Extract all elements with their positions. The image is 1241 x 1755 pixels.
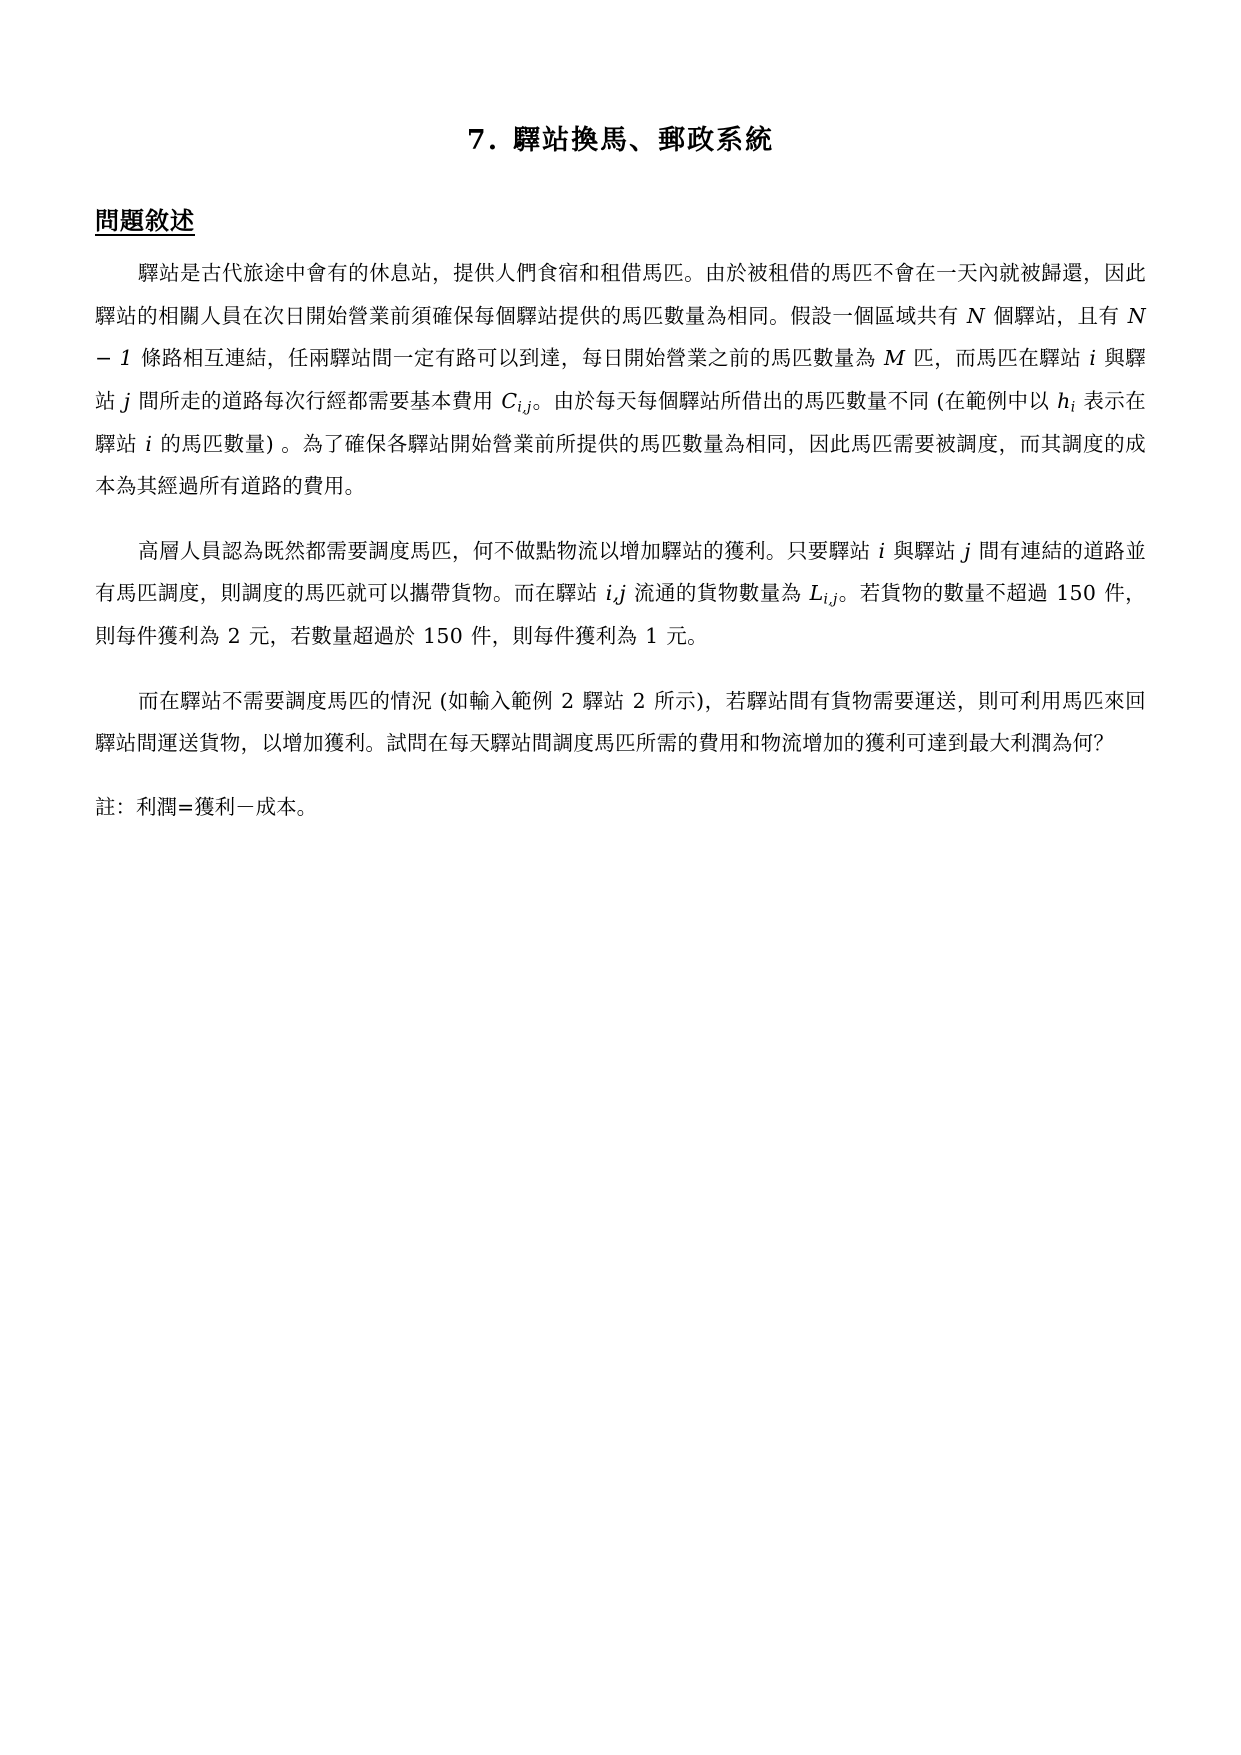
p1-text-d: 匹，而馬匹在驛站 bbox=[913, 346, 1082, 371]
profit-definition-note: 註：利潤=獲利－成本。 bbox=[95, 794, 318, 819]
p3-text-c: 所示)，若驛站間有貨物需要運送，則可利用馬匹來回驛站間運送貨物，以增加獲利。試問在每天驛站間調度馬匹所需的費用和物流增加的獲利可達到最大利潤為何？ bbox=[95, 688, 1146, 756]
section-heading-problem-description: 問題敘述 bbox=[95, 206, 195, 235]
p2-text-a: 高層人員認為既然都需要調度馬匹，何不做點物流以增加驛站的獲利。只要驛站 bbox=[138, 538, 871, 563]
p1-var-c-subscript: i,j bbox=[517, 399, 532, 416]
page-title bbox=[95, 118, 1146, 157]
p2-text-h: 件，則每件獲利為 bbox=[470, 624, 638, 648]
p1-var-j-1: j bbox=[123, 388, 131, 413]
p1-text-h: 表示在驛站 bbox=[95, 388, 1146, 456]
p1-text-a: 驛站是古代旅途中會有的休息站，提供人們食宿和租借馬匹。由於被租借的馬匹不會在一天內就被歸還，因此驛站的相關人員在次日開始營業前須確保每個驛站提供的馬匹數量為相同。假設一個區域共有 bbox=[95, 261, 1146, 328]
p2-text-b: 與驛站 bbox=[893, 538, 957, 563]
p2-text-d: 流通的貨物數量為 bbox=[634, 581, 802, 606]
p2-text-f: 件，則每件獲利為 bbox=[95, 581, 1146, 648]
p2-num-150-b: 150 bbox=[423, 624, 464, 648]
p2-var-l bbox=[809, 581, 839, 608]
p1-text-f: 間所走的道路每次行經都需要基本費用 bbox=[138, 388, 494, 413]
p2-text-i: 元。 bbox=[666, 624, 708, 648]
page-title-number: 7. bbox=[466, 125, 500, 156]
paragraph-1 bbox=[95, 252, 1146, 508]
p1-var-i-2: i bbox=[145, 431, 153, 456]
p1-text-e: 與驛站 bbox=[95, 346, 1147, 413]
p1-var-c-base: C bbox=[501, 388, 518, 413]
p1-var-i-1: i bbox=[1089, 346, 1097, 371]
p1-text-i: 的馬匹數量) 。為了確保各驛站開始營業前所提供的馬匹數量為相同，因此馬匹需要被調度，而其調度的成本為其經過所有道路的費用。 bbox=[95, 431, 1146, 499]
p2-text-c: 間有連結的道路並有馬匹調度，則調度的馬匹就可以攜帶貨物。而在驛站 bbox=[95, 538, 1146, 606]
p2-var-ij: i,j bbox=[605, 581, 627, 606]
paragraph-2 bbox=[95, 530, 1146, 658]
page-title-text: 驛站換馬、郵政系統 bbox=[513, 125, 775, 156]
p2-num-1: 1 bbox=[645, 624, 659, 648]
p1-var-c bbox=[500, 388, 532, 416]
p2-text-e: 。若貨物的數量不超過 bbox=[838, 581, 1049, 606]
p3-text-a: 而在驛站不需要調度馬匹的情況 (如輸入範例 bbox=[138, 688, 554, 713]
p1-var-n: N bbox=[966, 303, 986, 328]
p3-text-b: 驛站 bbox=[582, 688, 625, 713]
p2-num-2: 2 bbox=[227, 624, 241, 648]
p1-var-m: M bbox=[883, 346, 906, 371]
p2-num-150-a: 150 bbox=[1056, 581, 1097, 606]
p3-num-2-a: 2 bbox=[561, 688, 575, 713]
p1-text-c: 條路相互連結，任兩驛站間一定有路可以到達，每日開始營業之前的馬匹數量為 bbox=[140, 346, 876, 371]
p2-var-l-subscript: i,j bbox=[823, 591, 838, 608]
p1-expr-n-minus-1: N − 1 bbox=[95, 303, 1146, 371]
p1-text-b: 個驛站，且有 bbox=[993, 303, 1120, 328]
p1-var-h-subscript: i bbox=[1070, 399, 1076, 416]
p2-text-g: 元，若數量超過於 bbox=[248, 624, 416, 648]
p2-var-j: j bbox=[964, 538, 971, 563]
p3-num-2-b: 2 bbox=[632, 688, 647, 713]
p1-text-g: 。由於每天每個驛站所借出的馬匹數量不同 (在範例中以 bbox=[532, 388, 1050, 413]
p2-var-l-base: L bbox=[809, 581, 824, 606]
p1-var-h bbox=[1056, 388, 1076, 416]
p2-var-i: i bbox=[878, 538, 886, 563]
paragraph-3 bbox=[95, 680, 1146, 765]
p1-var-h-base: h bbox=[1057, 388, 1071, 413]
